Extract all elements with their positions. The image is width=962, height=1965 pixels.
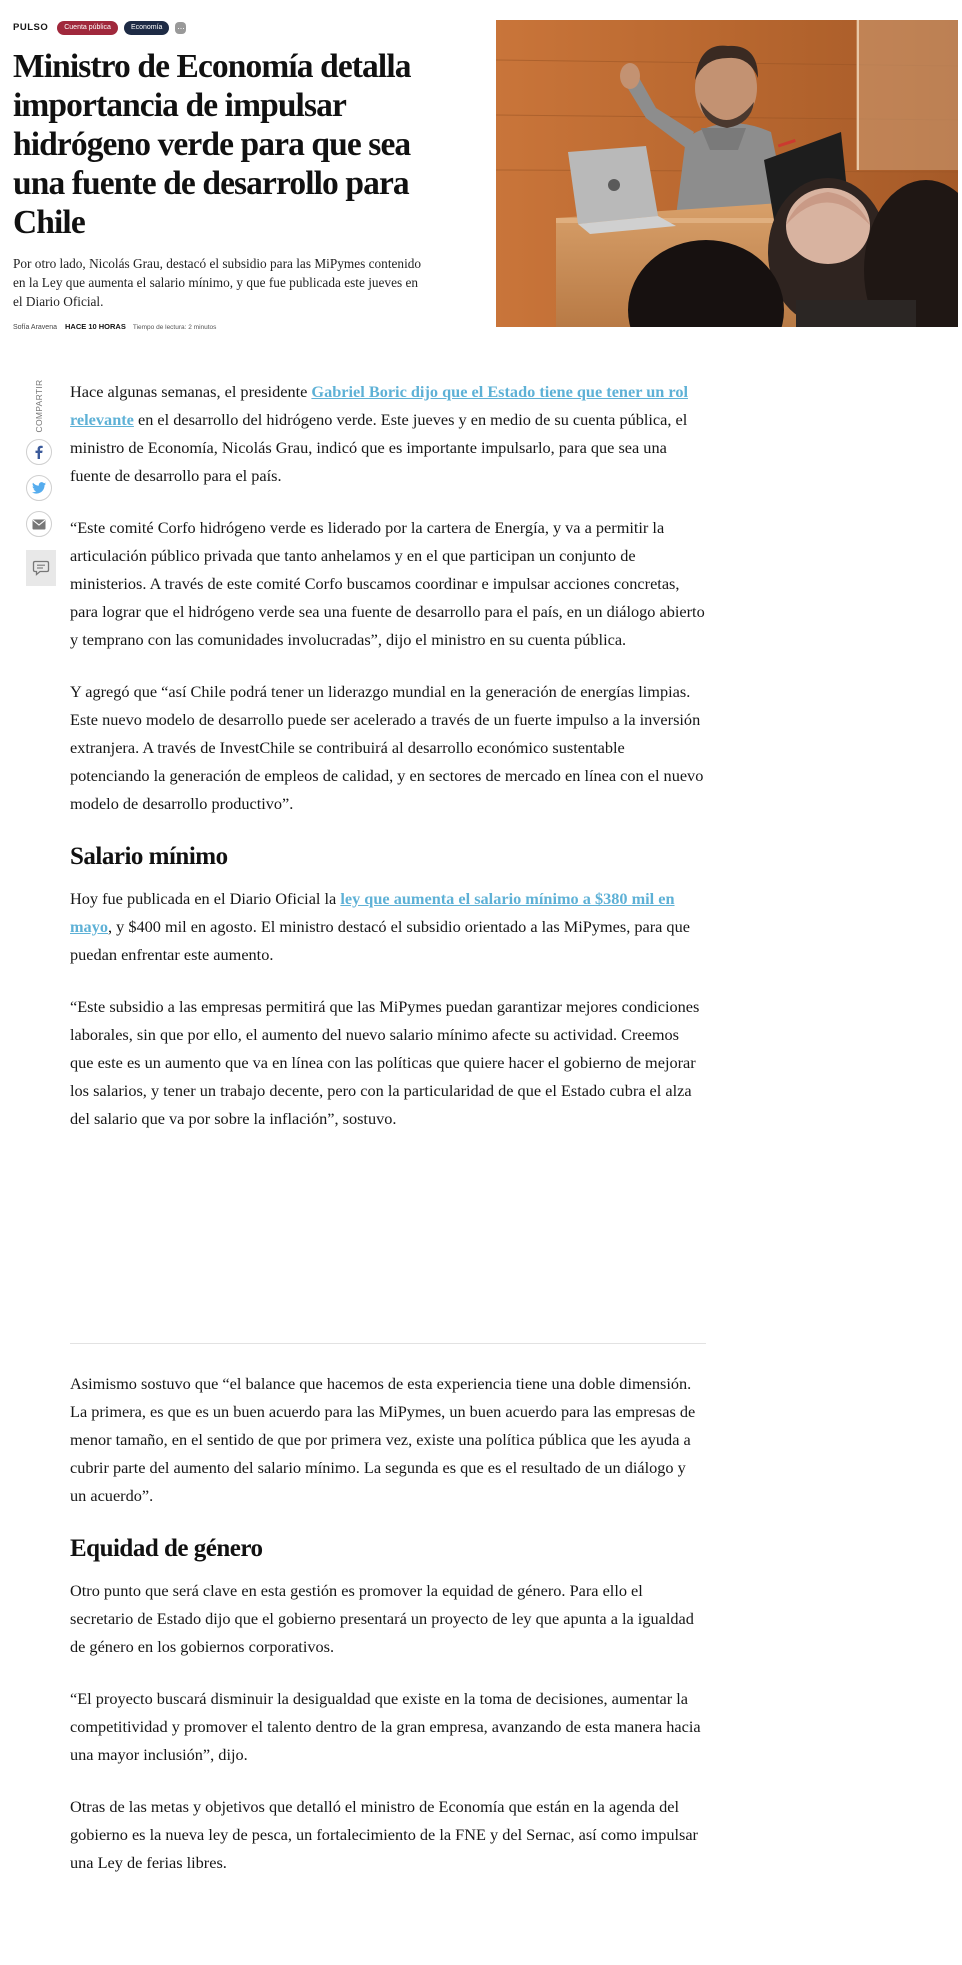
- reading-time: Tiempo de lectura: 2 minutos: [132, 324, 217, 331]
- byline: [13, 322, 423, 331]
- hero-illustration: [496, 20, 958, 327]
- comment-icon: [32, 560, 50, 576]
- subheading-equidad-genero: Equidad de género: [70, 1535, 263, 1562]
- twitter-icon: [32, 482, 46, 494]
- paragraph: [70, 378, 706, 490]
- tag-cuenta-publica[interactable]: Cuenta pública: [57, 21, 118, 35]
- paragraph: “Este comité Corfo hidrógeno verde es liderado por la cartera de Energía, y va a permitir la articulación público privada que tanto anhelamos y en el que participan un conjunto de ministerios. A través de este comité Corfo buscamos coordinar e impulsar acciones concretas, para lograr que el hidrógeno verde sea una fuente de desarrollo para el país, en un diálogo abierto y temprano con las comunidades involucradas”, dijo el ministro en su cuenta pública.: [70, 518, 705, 649]
- subheading-salario-minimo: Salario mínimo: [70, 843, 228, 870]
- share-facebook-button[interactable]: [26, 439, 52, 465]
- publish-time: HACE 10 HORAS: [64, 322, 126, 331]
- ley-salario-minimo-link[interactable]: ley que aumenta el salario mínimo a $380 mil en mayo: [70, 889, 675, 936]
- article-header: [13, 20, 423, 331]
- paragraph-text: Hoy fue publicada en el Diario Oficial la: [70, 889, 341, 908]
- hero-photo: [496, 20, 958, 327]
- paragraph: Otras de las metas y objetivos que detalló el ministro de Economía que están en la agenda del gobierno es la nueva ley de pesca, un fortalecimiento de la FNE y del Sernac, así como impulsar una Ley de ferias libres.: [70, 1797, 698, 1872]
- divider: [70, 1343, 706, 1344]
- more-tags-button[interactable]: ...: [175, 22, 186, 34]
- share-mail-button[interactable]: [26, 511, 52, 537]
- paragraph-text: , y $400 mil en agosto. El ministro destacó el subsidio orientado a las MiPymes, para que puedan enfrentar este aumento.: [70, 917, 690, 964]
- paragraph: Otro punto que será clave en esta gestión es promover la equidad de género. Para ello el secretario de Estado dijo que el gobierno presentará un proyecto de ley que apunta a la igualdad de género en los gobiernos corporativos.: [70, 1581, 694, 1656]
- paragraph-text: Hace algunas semanas, el presidente: [70, 382, 312, 401]
- paragraph: “Este subsidio a las empresas permitirá que las MiPymes puedan garantizar mejores condiciones laborales, sin que por ello, el aumento del nuevo salario mínimo afecte su actividad. Creemos que este es un aumento que va en línea con las políticas que quiere hacer el gobierno de mejorar los salarios, y tener un trabajo decente, pero con la particularidad de que el Estado cubra el alza del salario que va por sobre la inflación”, sostuvo.: [70, 997, 700, 1128]
- facebook-icon: [33, 445, 45, 459]
- section-label[interactable]: PULSO: [13, 22, 49, 33]
- author-link[interactable]: Sofía Aravena: [13, 324, 57, 331]
- boric-hidrogeno-link[interactable]: Gabriel Boric dijo que el Estado tiene que tener un rol relevante: [70, 382, 688, 429]
- paragraph: “El proyecto buscará disminuir la desigualdad que existe en la toma de decisiones, aumentar la competitividad y promover el talento dentro de la gran empresa, avanzando de esta manera hacia una mayor inclusión”, dijo.: [70, 1689, 701, 1764]
- article-title: Ministro de Economía detalla importancia de impulsar hidrógeno verde para que sea una fuente de desarrollo para Chile: [13, 48, 411, 241]
- paragraph: Asimismo sostuvo que “el balance que hacemos de esta experiencia tiene una doble dimensión. La primera, es que es un buen acuerdo para las MiPymes, un buen acuerdo para las empresas de menor tamaño, en el sentido de que por primera vez, existe una política pública que les ayuda a cubrir parte del aumento del salario mínimo. La segunda es que es el resultado de un diálogo y un acuerdo”.: [70, 1374, 696, 1505]
- share-label-wrap: [30, 376, 48, 436]
- article-body: [70, 378, 706, 1901]
- article-deck: Por otro lado, Nicolás Grau, destacó el subsidio para las MiPymes contenido en la Ley que aumenta el salario mínimo, y que fue publicada este jueves en el Diario Oficial.: [13, 256, 422, 309]
- share-twitter-button[interactable]: [26, 475, 52, 501]
- share-label: COMPARTIR: [34, 379, 44, 433]
- tag-economia[interactable]: Economía: [124, 21, 170, 35]
- paragraph-text: en el desarrollo del hidrógeno verde. Este jueves y en medio de su cuenta pública, el ministro de Economía, Nicolás Grau, indicó que es importante impulsarlo, para que sea una fuente de desarrollo para el país.: [70, 410, 688, 485]
- ad-space: [70, 1157, 706, 1343]
- mail-icon: [32, 519, 46, 530]
- paragraph: [70, 885, 706, 969]
- paragraph: Y agregó que “así Chile podrá tener un liderazgo mundial en la generación de energías limpias. Este nuevo modelo de desarrollo puede ser acelerado a través de un fuerte impulso a la inversión extranjera. A través de InvestChile se contribuirá al desarrollo económico sustentable potenciando la generación de empleos de calidad, y en sectores de mercado en línea con el nuevo modelo de desarrollo productivo”.: [70, 682, 704, 813]
- comments-button[interactable]: [26, 550, 56, 586]
- kicker-row: [13, 20, 423, 35]
